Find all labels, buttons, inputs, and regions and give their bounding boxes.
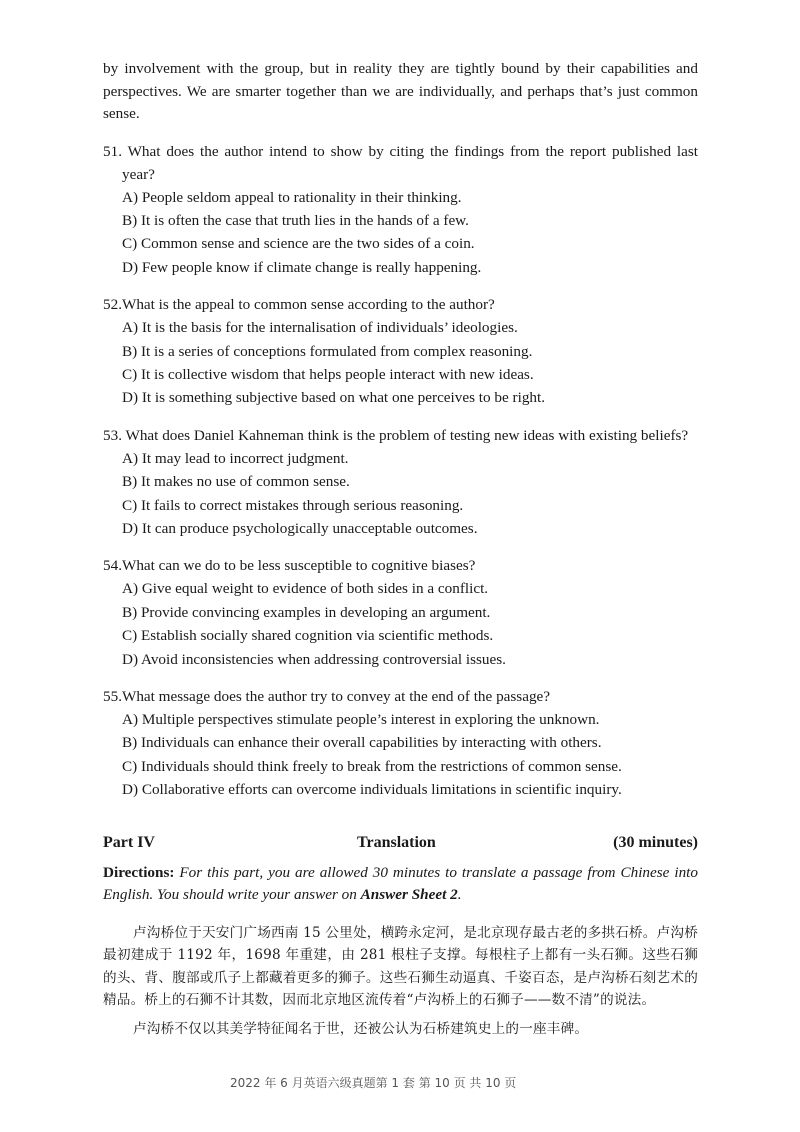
answer-option: C) It is collective wisdom that helps people interact with new ideas. — [122, 365, 534, 383]
question-stem: 54.What can we do to be less susceptible to cognitive biases? — [103, 557, 476, 575]
answer-option: C) Common sense and science are the two sides of a coin. — [122, 235, 475, 253]
question-stem: 51. What does the author intend to show by citing the findings from the report published last year? — [103, 142, 698, 183]
answer-option: D) Collaborative efforts can overcome individuals limitations in scientific inquiry. — [122, 781, 622, 799]
chinese-paragraph-2: 卢沟桥不仅以其美学特征闻名于世，还被公认为石桥建筑史上的一座丰碑。 — [133, 1020, 589, 1037]
passage-ending: by involvement with the group, but in reality they are tightly bound by their capabilities and perspectives. We are smarter together than we are individually, and perhaps that’s just common sense. — [103, 60, 698, 122]
answer-option: D) Avoid inconsistencies when addressing controversial issues. — [122, 650, 506, 668]
directions-text-part: For this part, you are allowed 30 minutes to translate a passage from Chinese into English. You should write your answer on — [103, 863, 698, 904]
question-54 — [103, 554, 698, 671]
answer-option: B) Provide convincing examples in developing an argument. — [122, 603, 491, 621]
directions — [103, 862, 698, 907]
part-header — [103, 832, 698, 854]
question-stem: 53. What does Daniel Kahneman think is the problem of testing new ideas with existing beliefs? — [103, 426, 689, 444]
answer-option: C) Individuals should think freely to break from the restrictions of common sense. — [122, 757, 622, 775]
answer-option: D) It can produce psychologically unacceptable outcomes. — [122, 519, 478, 537]
part-time: (30 minutes) — [613, 833, 698, 851]
question-52 — [103, 293, 698, 410]
part-title: Translation — [357, 833, 436, 851]
question-stem: 55.What message does the author try to convey at the end of the passage? — [103, 688, 551, 705]
question-53 — [103, 424, 698, 541]
answer-option: A) It may lead to incorrect judgment. — [122, 449, 349, 467]
question-55 — [103, 685, 698, 802]
part-name: Part IV — [103, 833, 155, 851]
page-footer: 2022 年 6 月英语六级真题第 1 套 第 10 页 共 10 页 — [230, 1076, 517, 1090]
answer-option: B) It is a series of conceptions formulated from complex reasoning. — [122, 342, 533, 360]
answer-option: B) Individuals can enhance their overall capabilities by interacting with others. — [122, 734, 602, 752]
answer-option: D) It is something subjective based on what one perceives to be right. — [122, 389, 546, 407]
exam-page — [103, 58, 698, 1040]
directions-text-end: . — [457, 886, 462, 904]
directions-text — [103, 864, 698, 904]
answer-option: D) Few people know if climate change is really happening. — [122, 258, 482, 276]
directions-label: Directions: — [103, 863, 175, 881]
answer-option: A) People seldom appeal to rationality in their thinking. — [122, 188, 462, 206]
answer-option: A) It is the basis for the internalisation of individuals’ ideologies. — [122, 319, 518, 337]
answer-option: C) It fails to correct mistakes through serious reasoning. — [122, 496, 464, 514]
question-list — [103, 140, 698, 802]
answer-option: B) It makes no use of common sense. — [122, 473, 350, 491]
answer-option: B) It is often the case that truth lies in the hands of a few. — [122, 211, 469, 229]
answer-option: A) Multiple perspectives stimulate people’s interest in exploring the unknown. — [122, 711, 600, 728]
answer-option: A) Give equal weight to evidence of both sides in a conflict. — [122, 580, 489, 598]
question-51 — [103, 140, 698, 280]
chinese-paragraph-1: 卢沟桥位于天安门广场西南 15 公里处，横跨永定河，是北京现存最古老的多拱石桥。卢沟桥最初建成于 1192 年，1698 年重建，由 281 根柱子支撑。每根柱子上都有一头石狮。这些石狮的头、背、腹部或爪子上都藏着更多的狮子。这些石狮生动逼真、千姿百态，是卢沟桥石刻艺术的精品。桥上的石狮不计其数，因而北京地区流传着“卢沟桥上的石狮子——数不清”的说法。 — [103, 924, 698, 1009]
answer-option: C) Establish socially shared cognition via scientific methods. — [122, 627, 494, 645]
question-stem: 52.What is the appeal to common sense according to the author? — [103, 296, 495, 314]
answer-sheet-ref: Answer Sheet 2 — [360, 886, 458, 904]
